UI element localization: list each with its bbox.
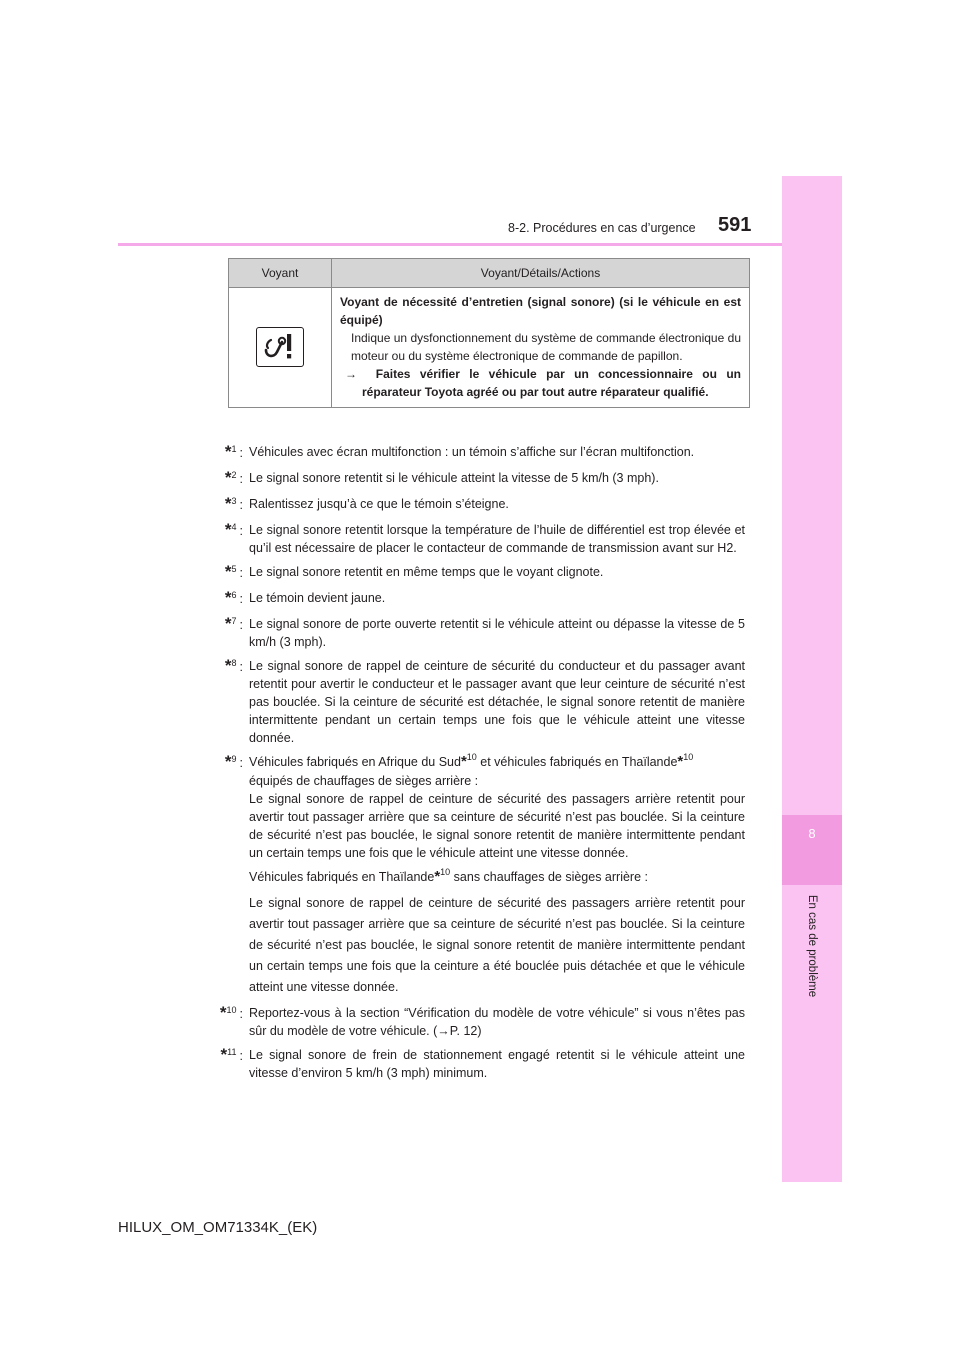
footnote-text: Le signal sonore retentit en même temps que le voyant clignote. bbox=[249, 565, 604, 579]
footnote-text: Le signal sonore retentit si le véhicule atteint la vitesse de 5 km/h (3 mph). bbox=[249, 471, 659, 485]
footnote-text: Ralentissez jusqu’à ce que le témoin s’éteigne. bbox=[249, 497, 509, 511]
warning-body: Indique un dysfonctionnement du système de commande électronique du moteur ou du système électronique de commande de papillon. bbox=[351, 331, 741, 363]
footnote-marker: *$^6$ : bbox=[224, 588, 243, 607]
column-header-details: Voyant/Détails/Actions bbox=[332, 259, 750, 288]
table-header-row bbox=[229, 259, 750, 288]
warning-title: Voyant de nécessité d’entretien (signal sonore) (si le véhicule en est équipé) bbox=[340, 295, 741, 327]
footnote-reference: 10 bbox=[440, 867, 451, 877]
footnote-line: Véhicules fabriqués en Thaïlande*$^{10}$ sans chauffages de sièges arrière : bbox=[249, 867, 648, 885]
footnote-marker: *$^4$ : bbox=[224, 520, 243, 539]
footnote-text bbox=[243, 753, 745, 998]
footnote-marker: *$^5$ : bbox=[224, 562, 243, 581]
footnote-text: Le signal sonore de frein de stationnement engagé retentit si le véhicule atteint une vitesse d’environ 5 km/h (3 mph) minimum. bbox=[249, 1048, 745, 1080]
footnote bbox=[205, 469, 745, 489]
footnote-marker: *$^8$ : bbox=[224, 656, 243, 675]
warning-light-table bbox=[228, 258, 750, 408]
footnote-marker: *$^1$ : bbox=[224, 442, 243, 461]
footnote-text: Le signal sonore de porte ouverte retentit si le véhicule atteint ou dépasse la vitesse de 5 km/h (3 mph). bbox=[249, 617, 745, 649]
chapter-side-tab bbox=[782, 176, 842, 1182]
column-header-voyant: Voyant bbox=[229, 259, 332, 288]
footnote bbox=[205, 753, 745, 998]
footnote-marker: *$^9$ : bbox=[224, 752, 243, 771]
footnote-marker: *$^{10}$ : bbox=[219, 1003, 243, 1022]
footnote bbox=[205, 657, 745, 747]
footnote-line: Véhicules fabriqués en Afrique du Sud*$^{10}$ et véhicules fabriqués en Thaïlande*$^{10}$ équipés de chauffages de sièges arrière : bbox=[249, 752, 694, 788]
footnote bbox=[205, 563, 745, 583]
footnote-reference: 10 bbox=[683, 752, 694, 762]
footnote-marker: *$^2$ : bbox=[224, 468, 243, 487]
footnote-marker: *$^7$ : bbox=[224, 614, 243, 633]
footnote-text: Le signal sonore retentit lorsque la température de l’huile de différentiel est trop élevée et qu’il est nécessaire de placer le contacteur de commande de transmission avant sur H2. bbox=[249, 523, 745, 555]
footnote bbox=[205, 1004, 745, 1040]
footnote bbox=[205, 495, 745, 515]
footnote-text: Reportez-vous à la section “Vérification du modèle de votre véhicule” si vous n’êtes pas sûr du modèle de votre véhicule. (→P. 12) bbox=[249, 1006, 745, 1038]
footnote-marker: *$^{11}$ : bbox=[220, 1045, 243, 1064]
footnote-reference: 10 bbox=[466, 752, 477, 762]
footnote-paragraph: Le signal sonore de rappel de ceinture de sécurité des passagers arrière retentit pour avertir tout passager arrière que sa ceinture de sécurité n’est pas bouclée. Si la ceinture de sécurité n’est pas bouclée, le signal sonore retentit de manière intermittente pendant un certain temps une fois que le véhicule atteint une vitesse donnée. bbox=[249, 792, 745, 860]
footnote-paragraph: Le signal sonore de rappel de ceinture de sécurité des passagers arrière retentit pour avertir tout passager arrière que sa ceinture de sécurité n’est pas bouclée. Si la ceinture de sécurité n’est pas bouclée, le signal sonore retentit de manière intermittente pendant un certain temps une fois que la ceinture a été bouclée puis détachée et que le véhicule atteint une vitesse donnée. bbox=[249, 896, 745, 994]
document-code: HILUX_OM_OM71334K_(EK) bbox=[118, 1219, 318, 1236]
footnote-text: Le signal sonore de rappel de ceinture de sécurité du conducteur et du passager avant retentit pour avertir le conducteur et le passager avant que leur ceinture de sécurité n’est pas bouclée. Si la ceinture de sécurité est détachée, le signal sonore retentit de manière intermittente pendant un certain temps une fois que le véhicule atteint une vitesse donnée. bbox=[249, 659, 745, 745]
warning-description-cell bbox=[332, 288, 750, 408]
footnote-text: Véhicules avec écran multifonction : un témoin s’affiche sur l’écran multifonction. bbox=[249, 445, 695, 459]
footnotes bbox=[205, 443, 745, 1088]
action-text: Faites vérifier le véhicule par un concessionnaire ou un réparateur Toyota agréé ou par tout autre réparateur qualifié. bbox=[362, 367, 741, 399]
table-row bbox=[229, 288, 750, 408]
header-divider bbox=[118, 243, 782, 246]
footnote bbox=[205, 589, 745, 609]
section-title: 8-2. Procédures en cas d’urgence bbox=[508, 221, 696, 235]
warning-action bbox=[340, 365, 741, 401]
action-arrow: → bbox=[345, 367, 357, 381]
chapter-number: 8 bbox=[808, 826, 816, 841]
footnote bbox=[205, 1046, 745, 1082]
footnote-text: Le témoin devient jaune. bbox=[249, 591, 386, 605]
footnote bbox=[205, 615, 745, 651]
warning-icon-cell bbox=[229, 288, 332, 408]
footnote bbox=[205, 521, 745, 557]
chapter-label: En cas de problème bbox=[806, 894, 818, 998]
page-number: 591 bbox=[718, 214, 752, 236]
maintenance-required-warning-icon bbox=[256, 327, 304, 367]
footnote-marker: *$^3$ : bbox=[224, 494, 243, 513]
footnote bbox=[205, 443, 745, 463]
